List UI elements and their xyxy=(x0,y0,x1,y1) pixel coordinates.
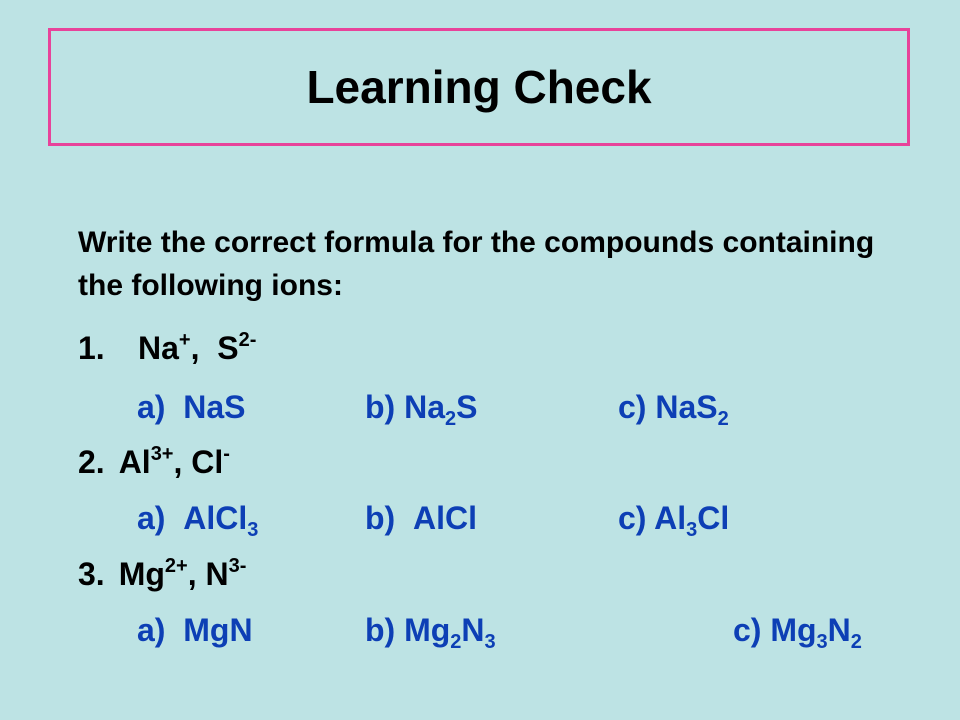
instructions: Write the correct formula for the compounds containing the following ions: xyxy=(78,226,875,302)
ion-symbol: Na xyxy=(138,330,179,366)
ion-separator: , xyxy=(173,444,192,480)
formula-subscript: 3 xyxy=(484,631,496,653)
option-letter: c) xyxy=(618,500,647,536)
option-letter: b) xyxy=(365,500,396,536)
formula-part: AlCl xyxy=(183,500,248,536)
ion-symbol: S xyxy=(217,330,239,366)
ion-charge: 2- xyxy=(238,329,257,351)
option-3b[interactable] xyxy=(365,612,496,653)
formula-part: N xyxy=(827,612,851,648)
option-letter: c) xyxy=(618,389,647,425)
ion-charge: 3+ xyxy=(150,443,174,465)
slide-title: Learning Check xyxy=(306,61,652,113)
formula-part: N xyxy=(461,612,485,648)
formula-part: Cl xyxy=(697,500,730,536)
formula-part: Mg xyxy=(404,612,451,648)
question-number: 1. xyxy=(78,330,105,366)
question-number: 3. xyxy=(78,556,105,592)
formula-subscript: 2 xyxy=(850,631,862,653)
formula-subscript: 2 xyxy=(717,408,729,430)
option-2b[interactable] xyxy=(365,500,477,537)
ion-charge: 3- xyxy=(228,555,247,577)
formula-subscript: 2 xyxy=(445,408,457,430)
formula-part: NaS xyxy=(655,389,718,425)
option-letter: a) xyxy=(137,612,166,648)
formula-subscript: 2 xyxy=(450,631,462,653)
ion-separator: , xyxy=(187,556,206,592)
formula-subscript: 3 xyxy=(816,631,828,653)
ion-charge: 2+ xyxy=(164,555,188,577)
option-letter: a) xyxy=(137,500,166,536)
title-box xyxy=(48,28,910,146)
ion-symbol: N xyxy=(205,556,229,592)
ion-symbol: Cl xyxy=(191,444,224,480)
option-3c[interactable] xyxy=(733,612,862,653)
option-2c[interactable] xyxy=(618,500,730,541)
option-letter: a) xyxy=(137,389,166,425)
ion-charge: + xyxy=(178,329,191,351)
formula-part: AlCl xyxy=(412,500,477,536)
question-2 xyxy=(78,444,230,481)
ion-separator: , xyxy=(190,330,218,366)
question-1 xyxy=(78,330,256,367)
formula-part: MgN xyxy=(183,612,253,648)
option-3a[interactable] xyxy=(137,612,253,649)
question-number: 2. xyxy=(78,444,105,480)
option-letter: c) xyxy=(733,612,762,648)
option-1b[interactable] xyxy=(365,389,478,430)
ion-symbol: Mg xyxy=(118,556,165,592)
option-letter: b) xyxy=(365,389,396,425)
option-2a[interactable] xyxy=(137,500,259,541)
formula-part: Al xyxy=(654,500,687,536)
formula-subscript: 3 xyxy=(247,519,259,541)
formula-part: S xyxy=(456,389,478,425)
ion-charge: - xyxy=(223,443,230,465)
option-1c[interactable] xyxy=(618,389,729,430)
formula-part: NaS xyxy=(183,389,246,425)
formula-subscript: 3 xyxy=(686,519,698,541)
formula-part: Mg xyxy=(770,612,817,648)
question-3 xyxy=(78,556,246,593)
option-1a[interactable] xyxy=(137,389,245,426)
option-letter: b) xyxy=(365,612,396,648)
ion-symbol: Al xyxy=(118,444,151,480)
formula-part: Na xyxy=(404,389,445,425)
